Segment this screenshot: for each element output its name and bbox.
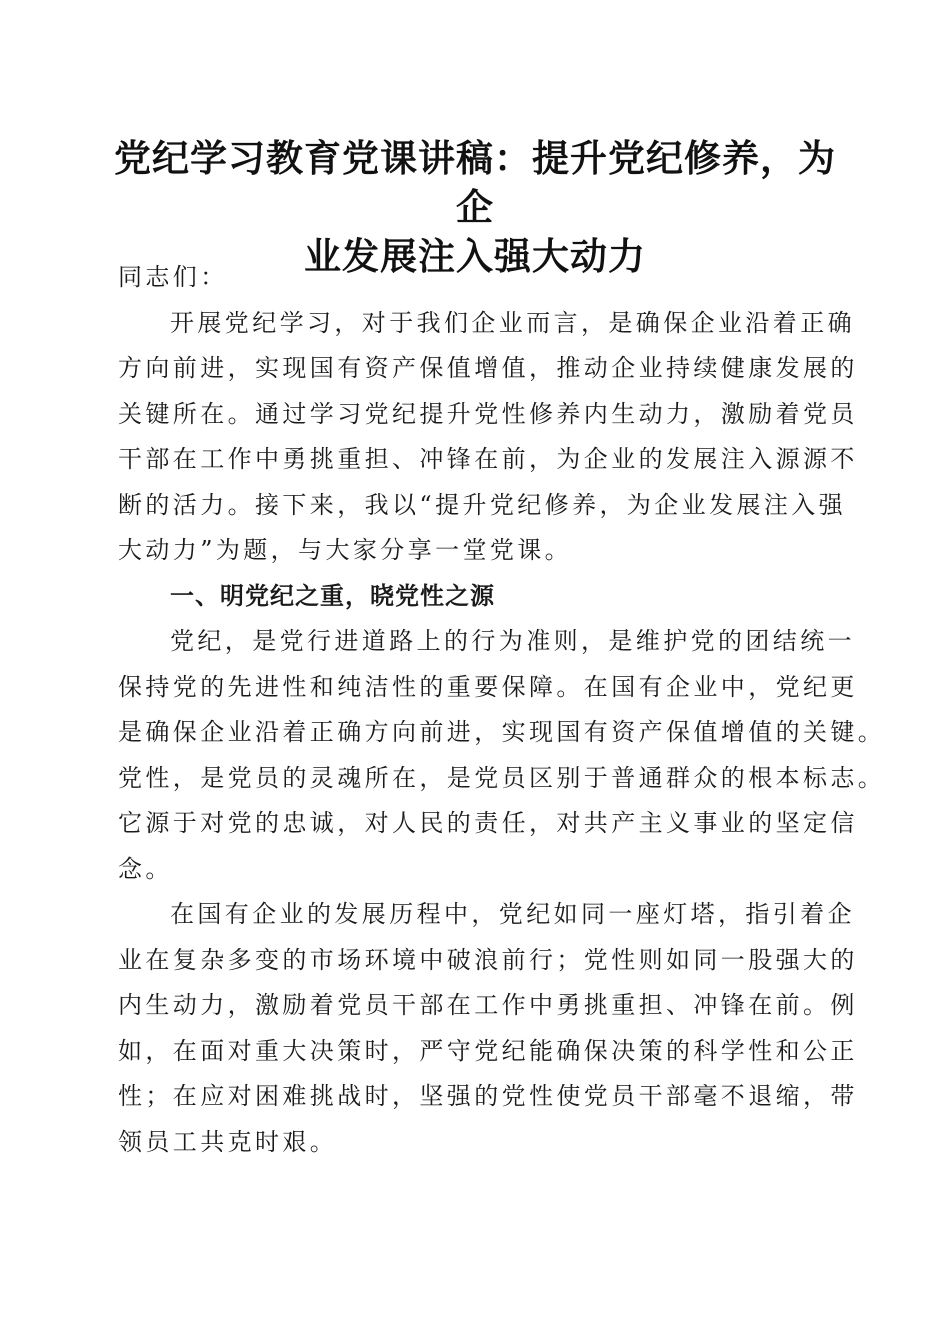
title-line: 党纪学习教育党课讲稿：提升党纪修养，为企	[114, 136, 836, 229]
paragraph-line: 断的活力。接下来，我以“提升党纪修养，为企业发展注入强	[118, 490, 847, 519]
paragraph-line: 开展党纪学习，对于我们企业而言，是确保企业沿着正确	[170, 308, 855, 337]
paragraph-line: 性；在应对困难挑战时，坚强的党性使党员干部毫不退缩，带	[118, 1082, 858, 1110]
paragraph-line: 党性，是党员的灵魂所在，是党员区别于普通群众的根本标志。	[118, 763, 886, 792]
section-heading: 一、明党纪之重，晓党性之源	[170, 581, 495, 610]
paragraph-line: 保持党的先进性和纯洁性的重要保障。在国有企业中，党纪更	[118, 672, 858, 701]
paragraph-line: 方向前进，实现国有资产保值增值，推动企业持续健康发展的	[118, 354, 858, 382]
paragraph-line: 党纪，是党行进道路上的行为准则，是维护党的团结统一	[170, 627, 855, 655]
paragraph-line: 领员工共克时艰。	[118, 1127, 338, 1156]
paragraph-line: 业在复杂多变的市场环境中破浪前行；党性则如同一股强大的	[118, 945, 858, 974]
paragraph-line: 在国有企业的发展历程中，党纪如同一座灯塔，指引着企	[170, 900, 855, 928]
salutation: 同志们：	[118, 263, 228, 291]
paragraph-line: 干部在工作中勇挑重担、冲锋在前，为企业的发展注入源源不	[118, 445, 858, 473]
paragraph-line: 大动力”为题，与大家分享一堂党课。	[118, 536, 573, 564]
paragraph-line: 它源于对党的忠诚，对人民的责任，对共产主义事业的坚定信	[118, 809, 858, 837]
title-line: 业发展注入强大动力	[304, 234, 646, 278]
document-body	[118, 255, 886, 1165]
paragraph-line: 是确保企业沿着正确方向前进，实现国有资产保值增值的关键。	[118, 718, 886, 746]
paragraph-line: 关键所在。通过学习党纪提升党性修养内生动力，激励着党员	[118, 399, 858, 428]
paragraph-line: 如，在面对重大决策时，严守党纪能确保决策的科学性和公正	[118, 1036, 858, 1065]
paragraph-line: 念。	[118, 854, 173, 883]
paragraph-line: 内生动力，激励着党员干部在工作中勇挑重担、冲锋在前。例	[118, 991, 858, 1019]
